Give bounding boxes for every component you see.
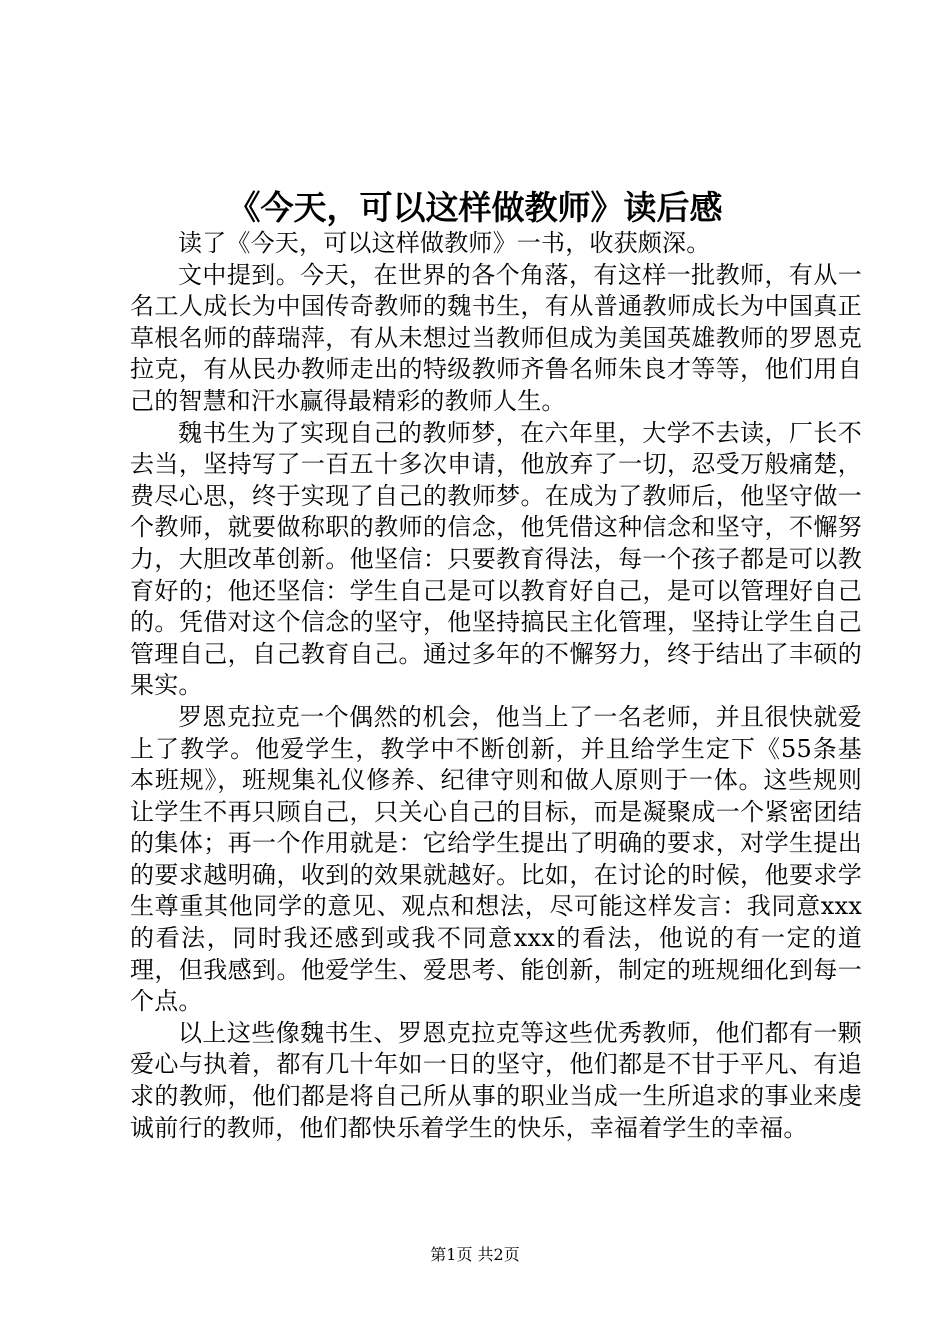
- paragraph-4: 罗恩克拉克一个偶然的机会，他当上了一名老师，并且很快就爱上了教学。他爱学生，教学中不断创新，并且给学生定下《55条基本班规》，班规集礼仪修养、纪律守则和做人原则于一体。这些规则让学生不再只顾自己，只关心自己的目标，而是凝聚成一个紧密团结的集体；再一个作用就是：它给学生提出了明确的要求，对学生提出的要求越明确，收到的效果就越好。比如，在讨论的时候，他要求学生尊重其他同学的意见、观点和想法，尽可能这样发言：我同意xxx的看法，同时我还感到或我不同意xxx的看法，他说的有一定的道理，但我感到。他爱学生、爱思考、能创新，制定的班规细化到每一个点。: [130, 702, 862, 1016]
- page-footer: 第1页 共2页: [430, 1245, 520, 1264]
- paragraph-1: 读了《今天，可以这样做教师》一书，收获颇深。: [178, 229, 711, 257]
- document-body: [130, 228, 862, 1144]
- paragraph-5: 以上这些像魏书生、罗恩克拉克等这些优秀教师，他们都有一颗爱心与执着，都有几十年如一日的坚守，他们都是不甘于平凡、有追求的教师，他们都是将自己所从事的职业当成一生所追求的事业来虔诚前行的教师，他们都快乐着学生的快乐，幸福着学生的幸福。: [130, 1018, 862, 1142]
- paragraph-2: 文中提到。今天，在世界的各个角落，有这样一批教师，有从一名工人成长为中国传奇教师的魏书生，有从普通教师成长为中国真正草根名师的薛瑞萍，有从未想过当教师但成为美国英雄教师的罗恩克拉克，有从民办教师走出的特级教师齐鲁名师朱良才等等，他们用自己的智慧和汗水赢得最精彩的教师人生。: [130, 260, 862, 415]
- page-title: 《今天，可以这样做教师》读后感: [227, 188, 723, 227]
- paragraph-3: 魏书生为了实现自己的教师梦，在六年里，大学不去读，厂长不去当，坚持写了一百五十多次申请，他放弃了一切，忍受万般痛楚，费尽心思，终于实现了自己的教师梦。在成为了教师后，他坚守做一个教师，就要做称职的教师的信念，他凭借这种信念和坚守，不懈努力，大胆改革创新。他坚信：只要教育得法，每一个孩子都是可以教育好的；他还坚信：学生自己是可以教育好自己，是可以管理好自己的。凭借对这个信念的坚守，他坚持搞民主化管理，坚持让学生自己管理自己，自己教育自己。通过多年的不懈努力，终于结出了丰硕的果实。: [130, 418, 862, 700]
